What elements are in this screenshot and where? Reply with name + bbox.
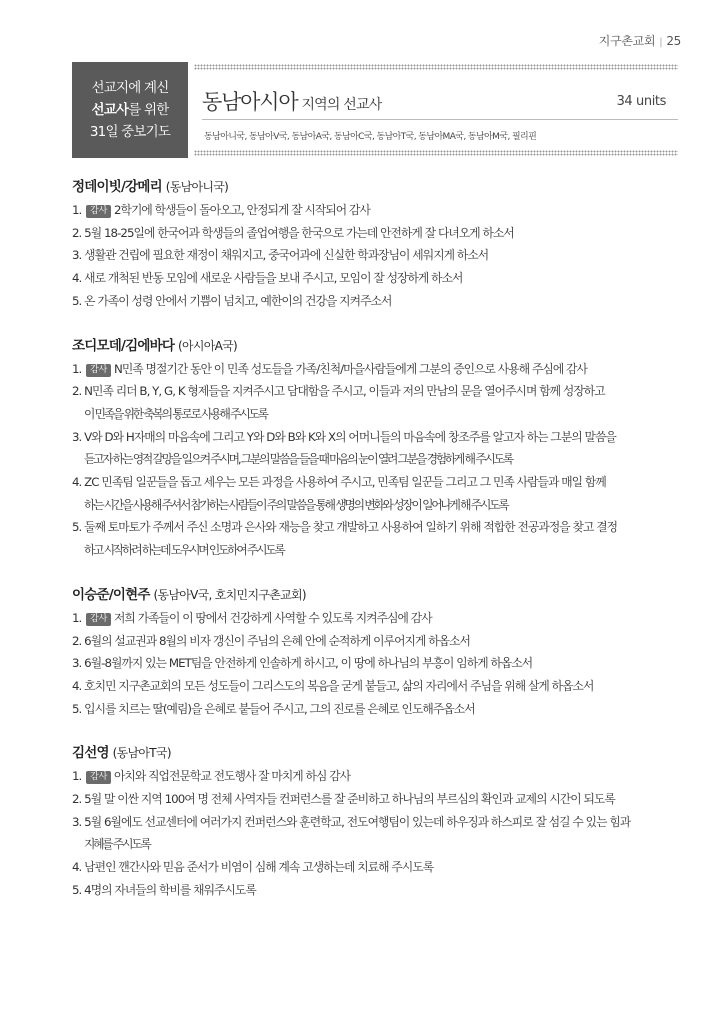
- prayer-item-number: 3.: [72, 656, 82, 671]
- missionary-section: [72, 335, 684, 562]
- prayer-item-text: 온 가족이 성령 안에서 기쁨이 넘치고, 예한이의 건강을 지켜주소서: [84, 293, 392, 308]
- prayer-item-number: 1.: [72, 203, 82, 217]
- prayer-item-number: 4.: [72, 860, 82, 875]
- missionary-name-line: [72, 584, 684, 607]
- header-separator: |: [659, 37, 663, 48]
- prayer-item-number: 5.: [72, 520, 82, 535]
- missionary-name: 조디모데/김에바다: [72, 337, 175, 354]
- prayer-item-text: 새로 개척된 반동 모임에 새로운 사람들을 보내 주시고, 모임이 잘 성장하게 하소서: [84, 271, 463, 286]
- prayer-item-number: 4.: [72, 475, 82, 490]
- missionary-location: (동남아T국): [112, 746, 171, 761]
- prayer-item-number: 2.: [72, 384, 82, 399]
- prayer-item: [72, 426, 684, 449]
- prayer-item-text: N민족 명절기간 동안 이 민족 성도들을 가족/친척/마을사람들에게 그분의 증인으로 사용해 주심에 감사: [113, 361, 587, 376]
- prayer-item: [72, 675, 684, 698]
- prayer-item: [72, 358, 684, 381]
- missionary-name: 이승준/이현주: [72, 586, 150, 603]
- prayer-item-text: V와 D와 H자매의 마음속에 그리고 Y와 D와 B와 K와 X의 어머니들의 마음속에 창조주를 알고자 하는 그분의 말씀을: [84, 429, 616, 444]
- missionary-section: [72, 584, 684, 721]
- missionary-list: [72, 176, 684, 924]
- prayer-item-text: 아치와 직업전문학교 전도행사 잘 마치게 하심 감사: [113, 769, 351, 784]
- prayer-item-text: 5월 18-25일에 한국어과 학생들의 졸업여행을 한국으로 가는데 안전하게 잘 다녀오게 하소서: [84, 225, 514, 240]
- prayer-item-number: 2.: [72, 225, 82, 240]
- prayer-item-number: 1.: [72, 769, 82, 784]
- prayer-item: [72, 244, 684, 267]
- prayer-item-text: N민족 리더 B, Y, G, K 형제들을 지켜주시고 담대함을 주시고, 이들과 저의 만남의 문을 열어주시며 함께 성장하고: [84, 384, 605, 399]
- region-title: 동남아시아: [202, 90, 298, 114]
- page-header: [599, 32, 681, 49]
- prayer-item: [72, 607, 684, 630]
- region-title-area: [188, 62, 678, 158]
- prayer-item-text: ZC 민족팀 일꾼들을 돕고 세우는 모든 과정을 사용하여 주시고, 민족팀 일꾼들 그리고 그 민족 사람들과 매일 함께: [84, 475, 606, 490]
- missionary-section: [72, 176, 684, 313]
- thanks-badge: 감사: [86, 364, 111, 377]
- thanks-badge: 감사: [86, 613, 111, 626]
- page-number: 25: [666, 34, 681, 48]
- missionary-location: (동남아니국): [165, 180, 229, 194]
- missionary-name: 김선영: [72, 745, 109, 762]
- prayer-item-text: 호치민 지구촌교회의 모든 성도들이 그리스도의 복음을 굳게 붙들고, 삶의 자리에서 주님을 위해 살게 하옵소서: [84, 678, 594, 693]
- prayer-item-number: 3.: [72, 248, 82, 263]
- prayer-item-number: 2.: [72, 633, 82, 648]
- prayer-item-number: 1.: [72, 361, 82, 376]
- prayer-item: [72, 516, 684, 539]
- prayer-guide-line-3: 31일 중보기도: [89, 124, 171, 140]
- prayer-item-text: 5월 말 이싼 지역 100여 명 전체 사역자들 컨퍼런스를 잘 준비하고 하나님의 부르심의 확인과 교제의 시간이 되도록: [84, 792, 615, 807]
- prayer-item: [72, 788, 684, 811]
- prayer-item-text: 저희 가족들이 이 땅에서 건강하게 사역할 수 있도록 지켜주심에 감사: [113, 610, 432, 625]
- prayer-item: [72, 380, 684, 403]
- prayer-item: [72, 856, 684, 879]
- prayer-item-number: 3.: [72, 814, 82, 829]
- prayer-guide-label: [72, 62, 188, 158]
- missionary-name-line: [72, 176, 684, 199]
- thanks-badge: 감사: [86, 205, 111, 218]
- missionary-name-line: [72, 335, 684, 358]
- thanks-badge: 감사: [86, 771, 111, 784]
- prayer-item-continuation: 지혜를 주시도록: [84, 837, 150, 852]
- missionary-section: [72, 742, 684, 901]
- prayer-item-text: 남편인 깬간사와 믿음 준서가 비염이 심해 계속 고생하는데 치료해 주시도록: [84, 860, 434, 875]
- prayer-item-continuation: 하는 시간을 사용해 주셔서 참가하는 사람들이 주의 말씀을 통해 생명의 변화와 성장이 일어나게 해 주시도록: [84, 497, 508, 512]
- prayer-item-number: 5.: [72, 701, 82, 716]
- prayer-item-number: 2.: [72, 792, 82, 807]
- dotted-rule-top: [194, 64, 678, 70]
- prayer-item: [72, 811, 684, 834]
- missionary-name-line: [72, 742, 684, 765]
- prayer-item: [72, 471, 684, 494]
- prayer-item-text: 6월-8월까지 있는 MET팀을 안전하게 인솔하게 하시고, 이 땅에 하나님의 부흥이 임하게 하옵소서: [84, 656, 533, 671]
- prayer-item-text: 2학기에 학생들이 돌아오고, 안정되게 잘 시작되어 감사: [113, 203, 370, 217]
- prayer-item-text: 5월 6월에도 선교센터에 여러가지 컨퍼런스와 훈련학교, 전도여행팀이 있는데 하우징과 하스피로 잘 섬길 수 있는 힘과: [84, 814, 631, 829]
- prayer-item-number: 3.: [72, 429, 82, 444]
- prayer-item-text: 6월의 설교권과 8월의 비자 갱신이 주님의 은혜 안에 순적하게 이루어지게 하옵소서: [84, 633, 470, 648]
- prayer-item-number: 1.: [72, 610, 82, 625]
- region-title-line: [202, 86, 668, 116]
- prayer-item: [72, 765, 684, 788]
- chapter-header: [72, 62, 678, 158]
- prayer-item-text: 생활관 건립에 필요한 재정이 채워지고, 중국어과에 신실한 학과장님이 세워지게 하소서: [84, 248, 489, 263]
- prayer-item-number: 5.: [72, 293, 82, 308]
- prayer-item: [72, 879, 684, 902]
- missionary-location: (아시아A국): [177, 338, 238, 353]
- prayer-item-number: 4.: [72, 678, 82, 693]
- prayer-item-number: 4.: [72, 271, 82, 286]
- prayer-item: [72, 630, 684, 653]
- missionary-name: 정데이빗/강메리: [72, 179, 162, 195]
- prayer-guide-line-2-rest: 를 위한: [128, 102, 169, 118]
- missionary-location: (동남아V국, 호치민지구촌교회): [153, 587, 306, 602]
- title-divider: [202, 119, 678, 120]
- prayer-guide-bold: 선교사: [91, 102, 129, 118]
- prayer-item: [72, 290, 684, 313]
- prayer-item-text: 둘째 토마토가 주께서 주신 소명과 은사와 재능을 찾고 개발하고 사용하여 일하기 위해 적합한 전공과정을 찾고 결정: [84, 520, 618, 535]
- prayer-guide-line-1: 선교지에 계신: [91, 80, 169, 96]
- prayer-item: [72, 698, 684, 721]
- prayer-guide-line-2: [92, 99, 169, 121]
- prayer-item-text: 4명의 자녀들의 학비를 채워주시도록: [84, 882, 256, 897]
- prayer-item: [72, 267, 684, 290]
- church-name: 지구촌교회: [598, 34, 656, 48]
- prayer-item-continuation: 듣고자 하는 영적 갈망을 일으켜 주시며, 그분의 말씀을 들을 때 마음의 눈이 열려 그분을 경험하게 해 주시도록: [84, 452, 512, 467]
- dotted-rule-bottom: [194, 150, 678, 156]
- prayer-item-continuation: 이 민족을 위한 축복의 통로로 사용해 주시도록: [84, 406, 267, 421]
- prayer-item: [72, 199, 684, 222]
- prayer-item: [72, 652, 684, 675]
- units-count: 34 units: [616, 94, 666, 109]
- prayer-item-text: 입시를 치르는 딸(예림)을 은혜로 붙들어 주시고, 그의 진로를 은혜로 인도해주옵소서: [84, 701, 475, 716]
- country-list: 동남아니국, 동남아V국, 동남아A국, 동남아C국, 동남아T국, 동남아MA국, 동남아M국, 필리핀: [204, 132, 537, 142]
- prayer-item-continuation: 하고 시작하려 하는데 도우시며 인도하여 주시도록: [84, 543, 284, 558]
- prayer-item-number: 5.: [72, 882, 82, 897]
- region-subtitle: 지역의 선교사: [301, 97, 382, 113]
- prayer-item: [72, 222, 684, 245]
